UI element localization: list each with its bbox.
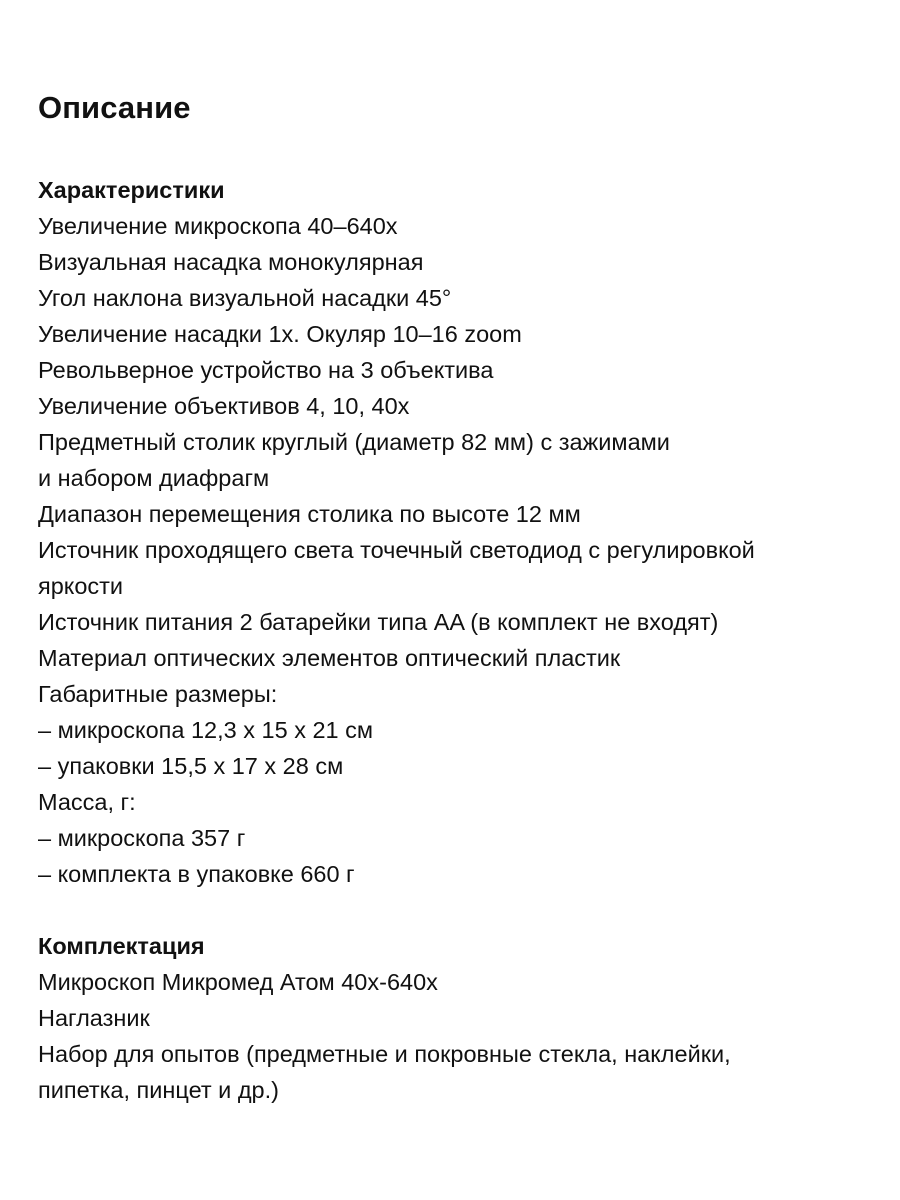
spec-line: Габаритные размеры: xyxy=(38,681,278,707)
spec-line: Увеличение насадки 1x. Окуляр 10–16 zoom xyxy=(38,321,522,347)
specs-heading: Характеристики xyxy=(38,177,225,203)
spec-line: Визуальная насадка монокулярная xyxy=(38,249,424,275)
spec-line: Материал оптических элементов оптический пластик xyxy=(38,645,621,671)
spec-line: – упаковки 15,5 x 17 x 28 см xyxy=(38,753,344,779)
package-section xyxy=(38,928,888,1108)
spec-line: Диапазон перемещения столика по высоте 12 мм xyxy=(38,501,581,527)
spec-line: Предметный столик круглый (диаметр 82 мм) с зажимами xyxy=(38,429,670,455)
spec-line: – комплекта в упаковке 660 г xyxy=(38,861,355,887)
package-heading: Комплектация xyxy=(38,933,205,959)
package-line: Набор для опытов (предметные и покровные стекла, наклейки, xyxy=(38,1041,731,1067)
spec-line: Масса, г: xyxy=(38,789,136,815)
spec-line: Источник проходящего света точечный светодиод с регулировкой xyxy=(38,537,755,563)
page-title: Описание xyxy=(38,90,191,125)
package-line: Наглазник xyxy=(38,1005,150,1031)
spec-line: – микроскопа 357 г xyxy=(38,825,246,851)
description-page xyxy=(38,84,888,1108)
spec-line: – микроскопа 12,3 x 15 x 21 см xyxy=(38,717,374,743)
spec-line: Источник питания 2 батарейки типа AA (в комплект не входят) xyxy=(38,609,719,635)
spec-line: Увеличение объективов 4, 10, 40x xyxy=(38,393,410,419)
spec-line: Револьверное устройство на 3 объектива xyxy=(38,357,494,383)
package-line: Микроскоп Микромед Атом 40x-640x xyxy=(38,969,438,995)
package-line: пипетка, пинцет и др.) xyxy=(38,1077,279,1103)
specs-section xyxy=(38,172,888,892)
spec-line: Увеличение микроскопа 40–640x xyxy=(38,213,398,239)
spec-line: яркости xyxy=(38,573,124,599)
spec-line: Угол наклона визуальной насадки 45° xyxy=(38,285,452,311)
spec-line: и набором диафрагм xyxy=(38,465,270,491)
